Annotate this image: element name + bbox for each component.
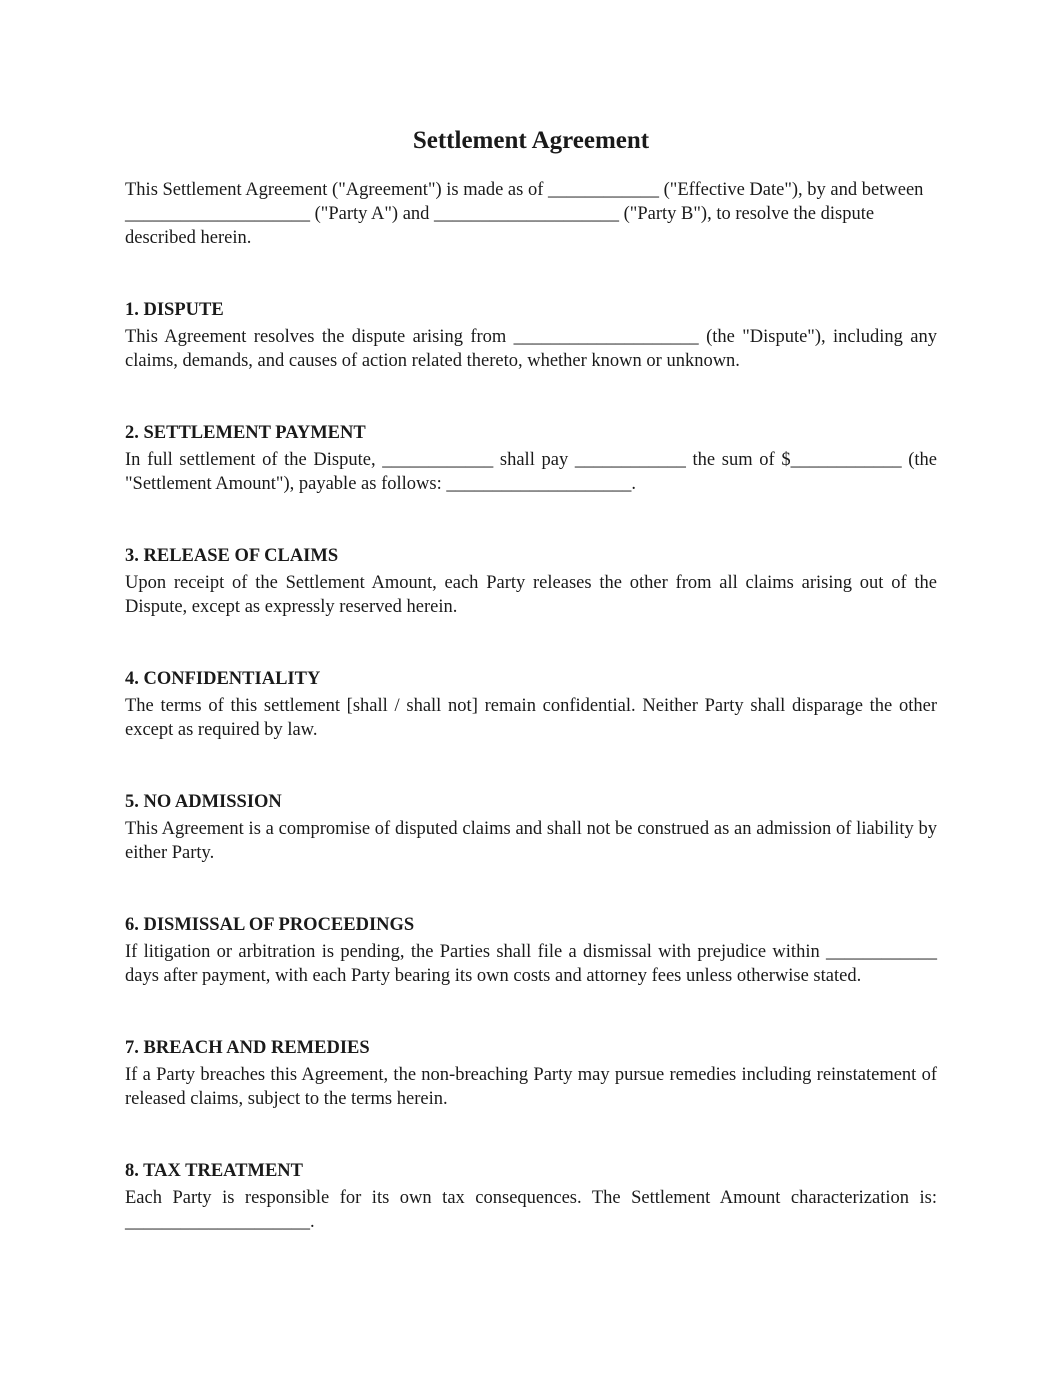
section-body: This Agreement is a compromise of disputed claims and shall not be construed as an admission of liability by either Party.: [125, 819, 937, 863]
section-heading: 6. DISMISSAL OF PROCEEDINGS: [125, 915, 415, 935]
section-heading: 7. BREACH AND REMEDIES: [125, 1038, 370, 1058]
section-heading: 1. DISPUTE: [125, 300, 224, 320]
section-confidentiality: [125, 667, 937, 742]
section-no-admission: [125, 790, 937, 865]
section-body: Upon receipt of the Settlement Amount, each Party releases the other from all claims arising out of the Dispute, except as expressly reserved herein.: [125, 573, 937, 617]
document-page: [125, 124, 937, 1282]
section-heading: 5. NO ADMISSION: [125, 792, 282, 812]
section-tax-treatment: [125, 1159, 937, 1234]
section-body: This Agreement resolves the dispute arising from ____________________ (the "Dispute"), including any claims, demands, and causes of action related thereto, whether known or unknown.: [125, 327, 937, 371]
section-release-of-claims: [125, 544, 937, 619]
section-dispute: [125, 298, 937, 373]
section-body: If a Party breaches this Agreement, the non-breaching Party may pursue remedies including reinstatement of released claims, subject to the terms herein.: [125, 1065, 937, 1109]
intro-paragraph: This Settlement Agreement ("Agreement") is made as of ____________ ("Effective Date"), by and between ____________________ ("Party A") and ____________________ ("Party B"), to resolve the dispute described herein.: [125, 180, 924, 248]
section-heading: 4. CONFIDENTIALITY: [125, 669, 321, 689]
section-heading: 8. TAX TREATMENT: [125, 1161, 304, 1181]
section-settlement-payment: [125, 421, 937, 496]
section-body: In full settlement of the Dispute, ____________ shall pay ____________ the sum of $____________ (the "Settlement Amount"), payable as follows: ____________________.: [125, 450, 937, 494]
section-dismissal-of-proceedings: [125, 913, 937, 988]
section-body: If litigation or arbitration is pending, the Parties shall file a dismissal with prejudice within ____________ days after payment, with each Party bearing its own costs and attorney fees unless otherwise stated.: [125, 942, 937, 986]
section-body: The terms of this settlement [shall / shall not] remain confidential. Neither Party shall disparage the other except as required by law.: [125, 696, 937, 740]
section-heading: 3. RELEASE OF CLAIMS: [125, 546, 339, 566]
section-breach-and-remedies: [125, 1036, 937, 1111]
document-title: Settlement Agreement: [412, 127, 650, 154]
section-heading: 2. SETTLEMENT PAYMENT: [125, 423, 366, 443]
section-body: Each Party is responsible for its own tax consequences. The Settlement Amount characterization is: ____________________.: [125, 1188, 937, 1232]
